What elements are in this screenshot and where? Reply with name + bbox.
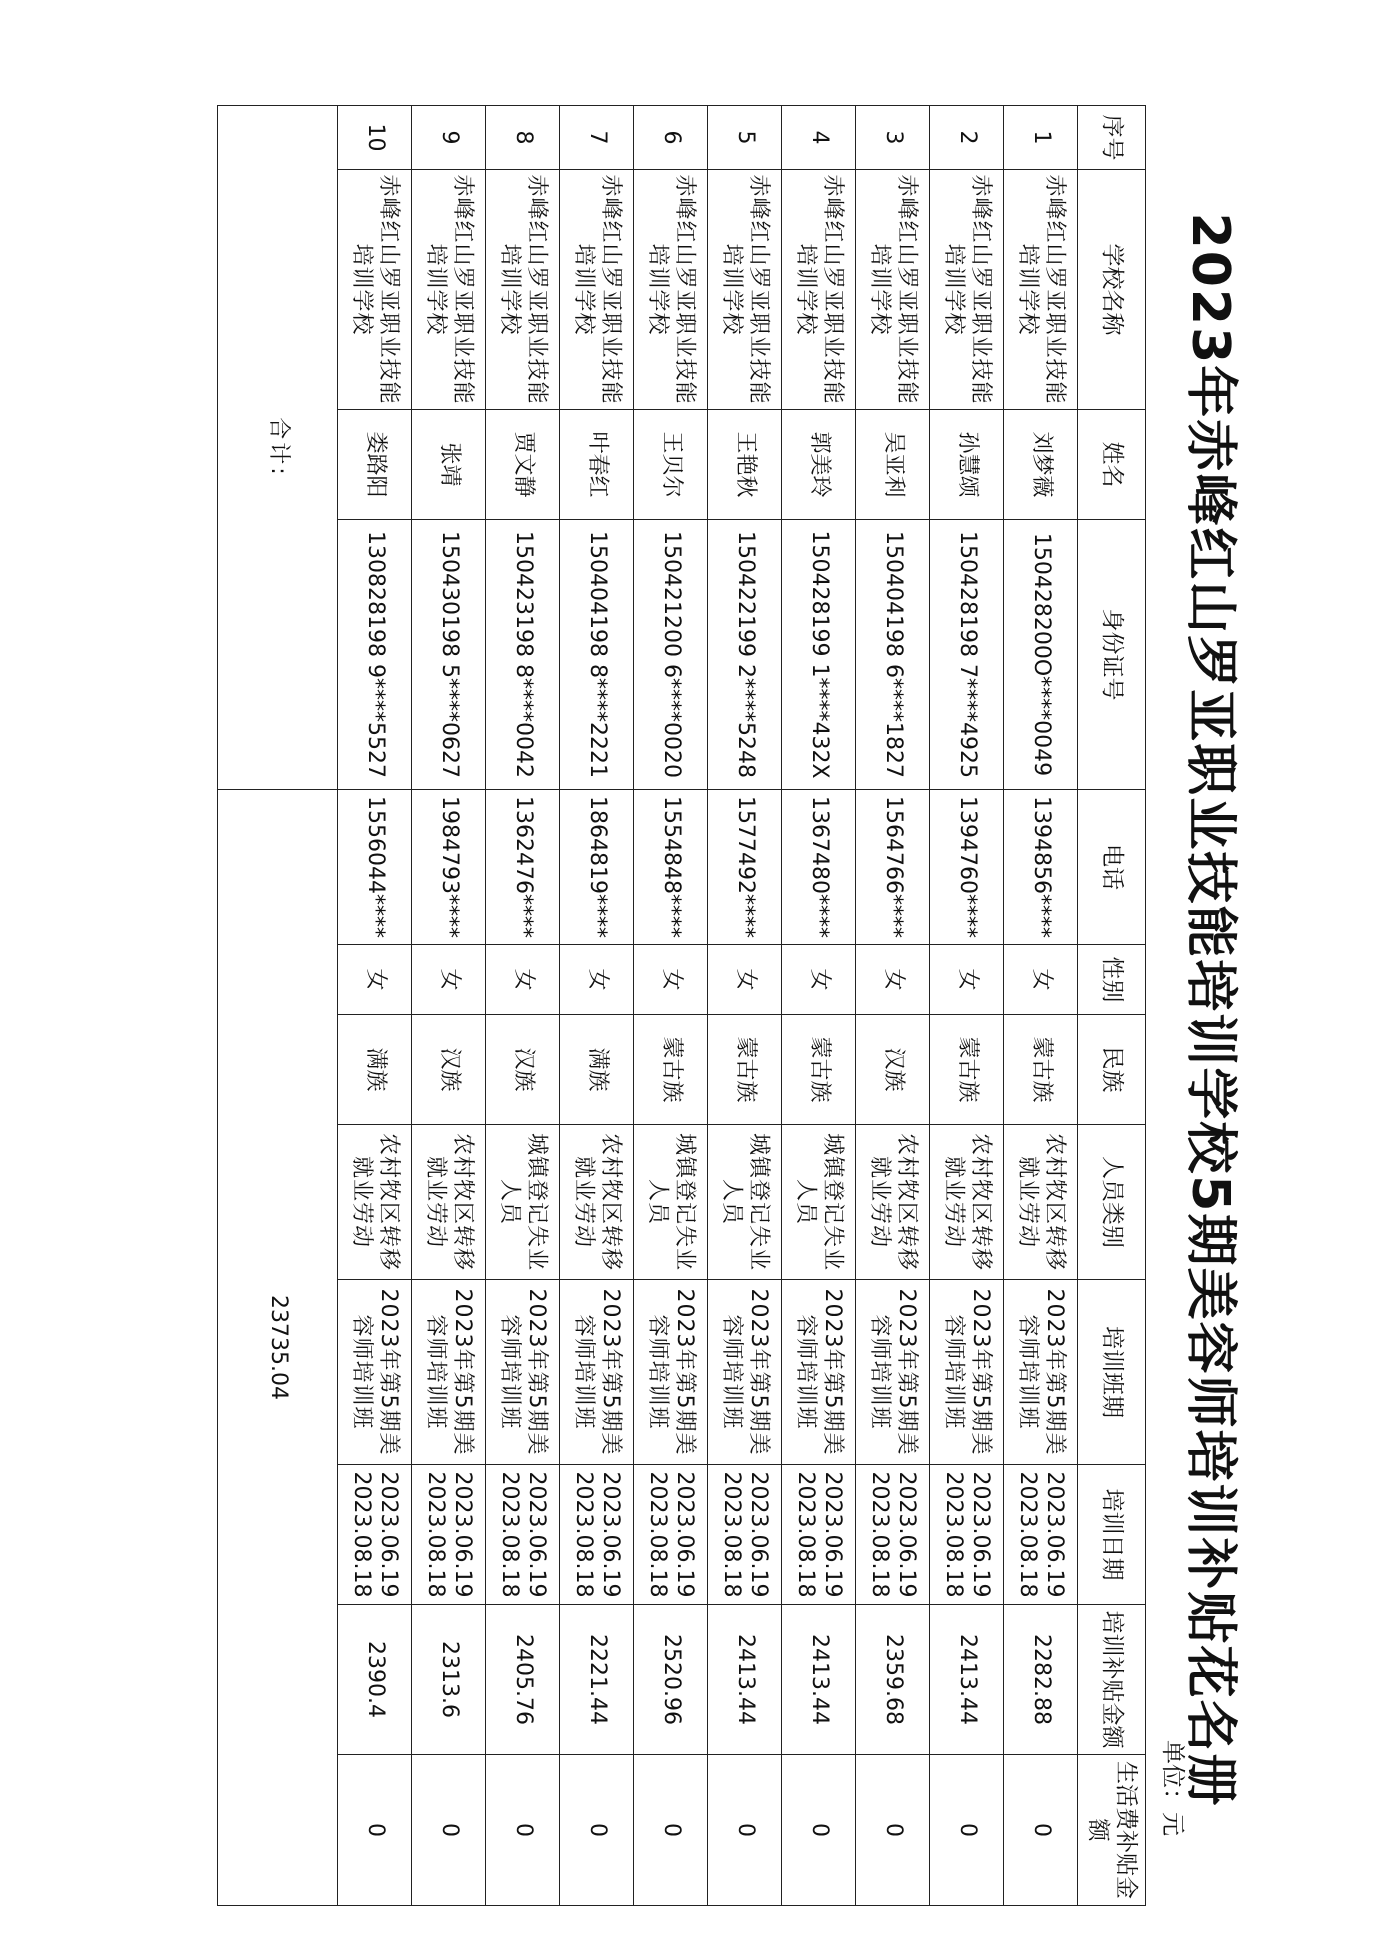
unit-label: 单位：元 — [1159, 1740, 1187, 1836]
total-row — [218, 106, 338, 1906]
cell-living-subsidy: 0 — [560, 1755, 634, 1906]
cell-seq: 9 — [412, 106, 486, 170]
cell-gender: 女 — [560, 945, 634, 1015]
cell-seq: 2 — [930, 106, 1004, 170]
cell-category: 农村牧区转移就业劳动 — [560, 1125, 634, 1280]
cell-ethnicity: 蒙古族 — [782, 1015, 856, 1125]
cell-living-subsidy: 0 — [412, 1755, 486, 1906]
training-date-end: 2023.08.18 — [423, 1471, 449, 1598]
total-label: 合计: — [218, 106, 338, 790]
table-row — [486, 106, 560, 1906]
cell-training-subsidy: 2413.44 — [930, 1605, 1004, 1755]
cell-gender: 女 — [338, 945, 412, 1015]
training-date-end: 2023.08.18 — [867, 1471, 893, 1598]
cell-training-date — [930, 1465, 1004, 1605]
header-gender: 性别 — [1078, 945, 1146, 1015]
table-row — [412, 106, 486, 1906]
training-date-end: 2023.08.18 — [793, 1471, 819, 1598]
cell-class-period: 2023年第5期美容师培训班 — [338, 1280, 412, 1465]
cell-class-period: 2023年第5期美容师培训班 — [486, 1280, 560, 1465]
training-date-start: 2023.06.19 — [1041, 1471, 1067, 1598]
cell-ethnicity: 蒙古族 — [708, 1015, 782, 1125]
cell-name: 娄路阳 — [338, 410, 412, 520]
cell-category: 城镇登记失业人员 — [708, 1125, 782, 1280]
cell-name: 孙慧颂 — [930, 410, 1004, 520]
cell-training-subsidy: 2520.96 — [634, 1605, 708, 1755]
cell-gender: 女 — [486, 945, 560, 1015]
cell-living-subsidy: 0 — [1004, 1755, 1078, 1906]
cell-training-date — [782, 1465, 856, 1605]
cell-id-card: 150428198 7****4925 — [930, 520, 1004, 790]
cell-living-subsidy: 0 — [486, 1755, 560, 1906]
cell-phone: 1577492**** — [708, 790, 782, 945]
cell-phone: 1362476**** — [486, 790, 560, 945]
cell-category: 城镇登记失业人员 — [634, 1125, 708, 1280]
training-date-end: 2023.08.18 — [645, 1471, 671, 1598]
cell-training-subsidy: 2313.6 — [412, 1605, 486, 1755]
table-row — [856, 106, 930, 1906]
header-name: 姓名 — [1078, 410, 1146, 520]
cell-id-card: 130828198 9****5527 — [338, 520, 412, 790]
table-row — [708, 106, 782, 1906]
training-date-end: 2023.08.18 — [349, 1471, 375, 1598]
cell-school: 赤峰红山罗亚职业技能培训学校 — [560, 170, 634, 410]
cell-phone: 1564766**** — [856, 790, 930, 945]
cell-ethnicity: 蒙古族 — [930, 1015, 1004, 1125]
cell-phone: 1394760**** — [930, 790, 1004, 945]
cell-name: 叶春红 — [560, 410, 634, 520]
cell-school: 赤峰红山罗亚职业技能培训学校 — [1004, 170, 1078, 410]
cell-gender: 女 — [708, 945, 782, 1015]
header-seq: 序号 — [1078, 106, 1146, 170]
cell-class-period: 2023年第5期美容师培训班 — [634, 1280, 708, 1465]
table-row — [560, 106, 634, 1906]
cell-training-subsidy: 2413.44 — [782, 1605, 856, 1755]
header-school: 学校名称 — [1078, 170, 1146, 410]
header-id-card: 身份证号 — [1078, 520, 1146, 790]
cell-training-date — [708, 1465, 782, 1605]
cell-living-subsidy: 0 — [856, 1755, 930, 1906]
cell-training-subsidy: 2413.44 — [708, 1605, 782, 1755]
cell-ethnicity: 汉族 — [856, 1015, 930, 1125]
cell-category: 农村牧区转移就业劳动 — [930, 1125, 1004, 1280]
cell-ethnicity: 满族 — [560, 1015, 634, 1125]
training-date-start: 2023.06.19 — [449, 1471, 475, 1598]
cell-training-subsidy: 2359.68 — [856, 1605, 930, 1755]
cell-training-date — [486, 1465, 560, 1605]
cell-gender: 女 — [634, 945, 708, 1015]
cell-name: 吴亚利 — [856, 410, 930, 520]
cell-class-period: 2023年第5期美容师培训班 — [930, 1280, 1004, 1465]
cell-name: 刘梦薇 — [1004, 410, 1078, 520]
cell-category: 农村牧区转移就业劳动 — [1004, 1125, 1078, 1280]
cell-school: 赤峰红山罗亚职业技能培训学校 — [412, 170, 486, 410]
cell-living-subsidy: 0 — [708, 1755, 782, 1906]
cell-training-date — [856, 1465, 930, 1605]
cell-school: 赤峰红山罗亚职业技能培训学校 — [856, 170, 930, 410]
cell-gender: 女 — [412, 945, 486, 1015]
cell-training-date — [1004, 1465, 1078, 1605]
cell-training-subsidy: 2282.88 — [1004, 1605, 1078, 1755]
cell-class-period: 2023年第5期美容师培训班 — [856, 1280, 930, 1465]
cell-school: 赤峰红山罗亚职业技能培训学校 — [338, 170, 412, 410]
cell-living-subsidy: 0 — [634, 1755, 708, 1906]
cell-name: 王艳秋 — [708, 410, 782, 520]
cell-training-date — [338, 1465, 412, 1605]
cell-ethnicity: 汉族 — [486, 1015, 560, 1125]
cell-training-date — [412, 1465, 486, 1605]
header-ethnicity: 民族 — [1078, 1015, 1146, 1125]
cell-class-period: 2023年第5期美容师培训班 — [782, 1280, 856, 1465]
cell-school: 赤峰红山罗亚职业技能培训学校 — [782, 170, 856, 410]
table-header-row — [1078, 106, 1146, 1906]
cell-gender: 女 — [782, 945, 856, 1015]
cell-seq: 8 — [486, 106, 560, 170]
cell-living-subsidy: 0 — [782, 1755, 856, 1906]
cell-class-period: 2023年第5期美容师培训班 — [708, 1280, 782, 1465]
cell-ethnicity: 蒙古族 — [1004, 1015, 1078, 1125]
training-date-end: 2023.08.18 — [941, 1471, 967, 1598]
cell-name: 王贝尔 — [634, 410, 708, 520]
training-date-start: 2023.06.19 — [597, 1471, 623, 1598]
cell-gender: 女 — [1004, 945, 1078, 1015]
cell-training-date — [634, 1465, 708, 1605]
cell-id-card: 150428199 1****432X — [782, 520, 856, 790]
header-training-subsidy: 培训补贴金额 — [1078, 1605, 1146, 1755]
cell-id-card: 150430198 5****0627 — [412, 520, 486, 790]
training-date-start: 2023.06.19 — [745, 1471, 771, 1598]
cell-id-card: 150428200O****0049 — [1004, 520, 1078, 790]
cell-school: 赤峰红山罗亚职业技能培训学校 — [708, 170, 782, 410]
cell-school: 赤峰红山罗亚职业技能培训学校 — [486, 170, 560, 410]
table-row — [1004, 106, 1078, 1906]
cell-training-subsidy: 2221.44 — [560, 1605, 634, 1755]
cell-seq: 1 — [1004, 106, 1078, 170]
header-phone: 电话 — [1078, 790, 1146, 945]
cell-phone: 1367480**** — [782, 790, 856, 945]
training-date-start: 2023.06.19 — [671, 1471, 697, 1598]
cell-training-date — [560, 1465, 634, 1605]
cell-school: 赤峰红山罗亚职业技能培训学校 — [930, 170, 1004, 410]
cell-id-card: 150422199 2****5248 — [708, 520, 782, 790]
header-training-date: 培训日期 — [1078, 1465, 1146, 1605]
cell-seq: 4 — [782, 106, 856, 170]
training-date-start: 2023.06.19 — [967, 1471, 993, 1598]
cell-category: 农村牧区转移就业劳动 — [412, 1125, 486, 1280]
training-date-end: 2023.08.18 — [571, 1471, 597, 1598]
cell-seq: 5 — [708, 106, 782, 170]
cell-gender: 女 — [856, 945, 930, 1015]
document-title: 2023年赤峰红山罗亚职业技能培训学校5期美容师培训补贴花名册 — [1180, 212, 1240, 1808]
training-date-start: 2023.06.19 — [375, 1471, 401, 1598]
training-date-start: 2023.06.19 — [819, 1471, 845, 1598]
cell-id-card: 150423198 8****0042 — [486, 520, 560, 790]
cell-living-subsidy: 0 — [930, 1755, 1004, 1906]
cell-name: 张靖 — [412, 410, 486, 520]
training-date-end: 2023.08.18 — [1015, 1471, 1041, 1598]
table-row — [634, 106, 708, 1906]
cell-phone: 1554848**** — [634, 790, 708, 945]
cell-category: 城镇登记失业人员 — [486, 1125, 560, 1280]
cell-phone: 1984793**** — [412, 790, 486, 945]
cell-phone: 1394856**** — [1004, 790, 1078, 945]
cell-phone: 1556044**** — [338, 790, 412, 945]
cell-ethnicity: 满族 — [338, 1015, 412, 1125]
cell-seq: 6 — [634, 106, 708, 170]
cell-class-period: 2023年第5期美容师培训班 — [1004, 1280, 1078, 1465]
cell-ethnicity: 蒙古族 — [634, 1015, 708, 1125]
table-row — [782, 106, 856, 1906]
cell-id-card: 150404198 6****1827 — [856, 520, 930, 790]
header-category: 人员类别 — [1078, 1125, 1146, 1280]
subsidy-roster-table — [217, 105, 1146, 1906]
cell-seq: 3 — [856, 106, 930, 170]
cell-seq: 10 — [338, 106, 412, 170]
cell-id-card: 150404198 8****2221 — [560, 520, 634, 790]
table-row — [930, 106, 1004, 1906]
cell-class-period: 2023年第5期美容师培训班 — [560, 1280, 634, 1465]
table-row — [338, 106, 412, 1906]
cell-name: 贾文静 — [486, 410, 560, 520]
cell-category: 城镇登记失业人员 — [782, 1125, 856, 1280]
total-value: 23735.04 — [218, 790, 338, 1906]
training-date-end: 2023.08.18 — [719, 1471, 745, 1598]
cell-ethnicity: 汉族 — [412, 1015, 486, 1125]
header-living-subsidy: 生活费补贴金额 — [1078, 1755, 1146, 1906]
cell-living-subsidy: 0 — [338, 1755, 412, 1906]
header-class-period: 培训班期 — [1078, 1280, 1146, 1465]
training-date-start: 2023.06.19 — [893, 1471, 919, 1598]
cell-id-card: 150421200 6****0020 — [634, 520, 708, 790]
cell-gender: 女 — [930, 945, 1004, 1015]
cell-school: 赤峰红山罗亚职业技能培训学校 — [634, 170, 708, 410]
cell-name: 郭美玲 — [782, 410, 856, 520]
training-date-start: 2023.06.19 — [523, 1471, 549, 1598]
cell-phone: 1864819**** — [560, 790, 634, 945]
cell-category: 农村牧区转移就业劳动 — [338, 1125, 412, 1280]
cell-training-subsidy: 2405.76 — [486, 1605, 560, 1755]
cell-category: 农村牧区转移就业劳动 — [856, 1125, 930, 1280]
cell-class-period: 2023年第5期美容师培训班 — [412, 1280, 486, 1465]
cell-seq: 7 — [560, 106, 634, 170]
cell-training-subsidy: 2390.4 — [338, 1605, 412, 1755]
training-date-end: 2023.08.18 — [497, 1471, 523, 1598]
